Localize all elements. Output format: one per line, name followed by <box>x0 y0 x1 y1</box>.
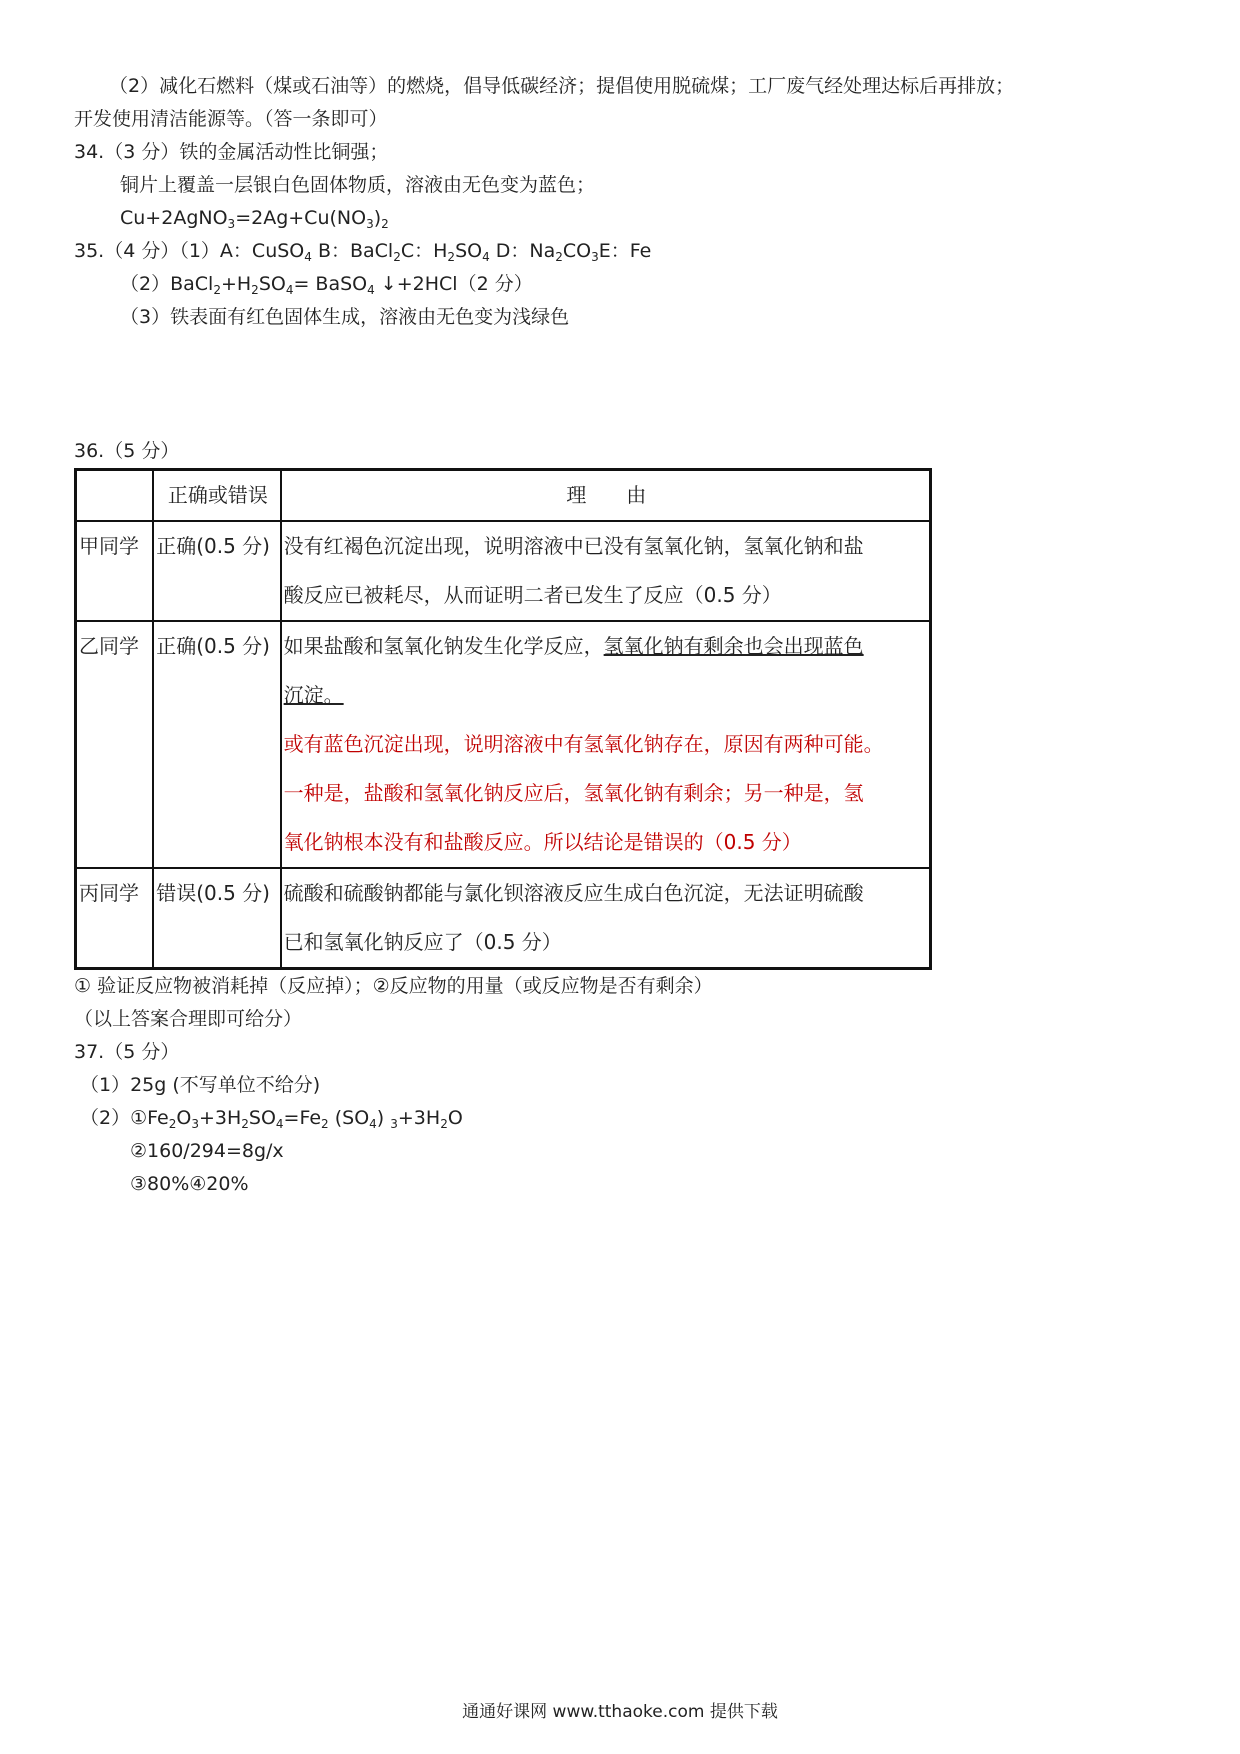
table-row <box>76 621 931 868</box>
student-cell: 乙同学 <box>76 621 154 868</box>
q37-line1: （1）25g (不写单位不给分) <box>80 1074 321 1096</box>
q33-line2: 开发使用清洁能源等。（答一条即可） <box>74 108 388 130</box>
verdict-cell: 正确(0.5 分) <box>153 621 280 868</box>
q35-part2: $(2)BaCl_2+H_2SO_4=$ BaSO$_4$ ↓+2HCl（2 分） <box>120 273 533 297</box>
table-header-row <box>76 470 931 522</box>
q37-head: 37.（5 分） <box>74 1041 180 1063</box>
reason-line: 沉淀。 <box>283 683 344 707</box>
q37-line4: ③80%④20% <box>130 1173 249 1195</box>
q37-equation: $(2)①Fe_2O_3+3H_2SO_4=Fe_2$ $(SO_4)$ $_3+3H_2O$ <box>80 1107 463 1131</box>
underlined-text: 氢氧化钠有剩余也会出现蓝色 <box>603 634 864 658</box>
reason-line: 硫酸和硫酸钠都能与氯化钡溶液反应生成白色沉淀，无法证明硫酸 <box>283 881 864 905</box>
student-cell: 丙同学 <box>76 868 154 969</box>
q35-part1: 35.（4 分）（1）A：CuSO$_4$ B：BaCl$_2$C：$H_2SO_4$ D：$Na_2CO_3E$：Fe <box>74 240 652 264</box>
q37-line3: ②160/294=8g/x <box>130 1140 284 1162</box>
student-cell: 甲同学 <box>76 521 154 621</box>
q34-head: 34.（3 分）铁的金属活动性比铜强； <box>74 141 389 163</box>
reason-line: 如果盐酸和氢氧化钠发生化学反应，氢氧化钠有剩余也会出现蓝色 <box>283 634 864 658</box>
red-reason-line: 或有蓝色沉淀出现，说明溶液中有氢氧化钠存在，原因有两种可能。 <box>283 732 884 756</box>
verdict-cell: 正确(0.5 分) <box>153 521 280 621</box>
q35-part3: （3）铁表面有红色固体生成，溶液由无色变为浅绿色 <box>120 306 570 328</box>
header-cell-verdict: 正确或错误 <box>153 470 280 522</box>
q36-note1: ① 验证反应物被消耗掉（反应掉）；②反应物的用量（或反应物是否有剩余） <box>74 975 713 997</box>
q36-head: 36.（5 分） <box>74 440 180 462</box>
reason-cell <box>281 868 931 969</box>
q33-line1: （2）减化石燃料（煤或石油等）的燃烧，倡导低碳经济；提倡使用脱硫煤；工厂废气经处理达标后再排放； <box>109 75 1015 97</box>
reason-cell <box>281 621 931 868</box>
page-footer: 通通好课网 www.tthaoke.com 提供下载 <box>462 1702 778 1722</box>
header-cell-reason: 理 由 <box>281 470 931 522</box>
q34-equation: $Cu+2AgNO_3=2Ag+Cu(NO_3)_2$ <box>120 207 389 231</box>
reason-line: 已和氢氧化钠反应了（0.5 分） <box>283 930 562 954</box>
table-row <box>76 868 931 969</box>
answer-table <box>74 468 932 970</box>
header-cell-blank <box>76 470 154 522</box>
reason-line: 没有红褐色沉淀出现，说明溶液中已没有氢氧化钠，氢氧化钠和盐 <box>283 534 864 558</box>
red-reason-line: 一种是，盐酸和氢氧化钠反应后，氢氧化钠有剩余；另一种是，氢 <box>283 781 864 805</box>
verdict-cell: 错误(0.5 分) <box>153 868 280 969</box>
q36-note2: （以上答案合理即可给分） <box>74 1008 303 1030</box>
q34-line2: 铜片上覆盖一层银白色固体物质，溶液由无色变为蓝色； <box>120 174 596 196</box>
reason-line: 酸反应已被耗尽，从而证明二者已发生了反应（0.5 分） <box>283 583 782 607</box>
red-reason-line: 氧化钠根本没有和盐酸反应。所以结论是错误的（0.5 分） <box>283 830 802 854</box>
reason-cell <box>281 521 931 621</box>
table-row <box>76 521 931 621</box>
